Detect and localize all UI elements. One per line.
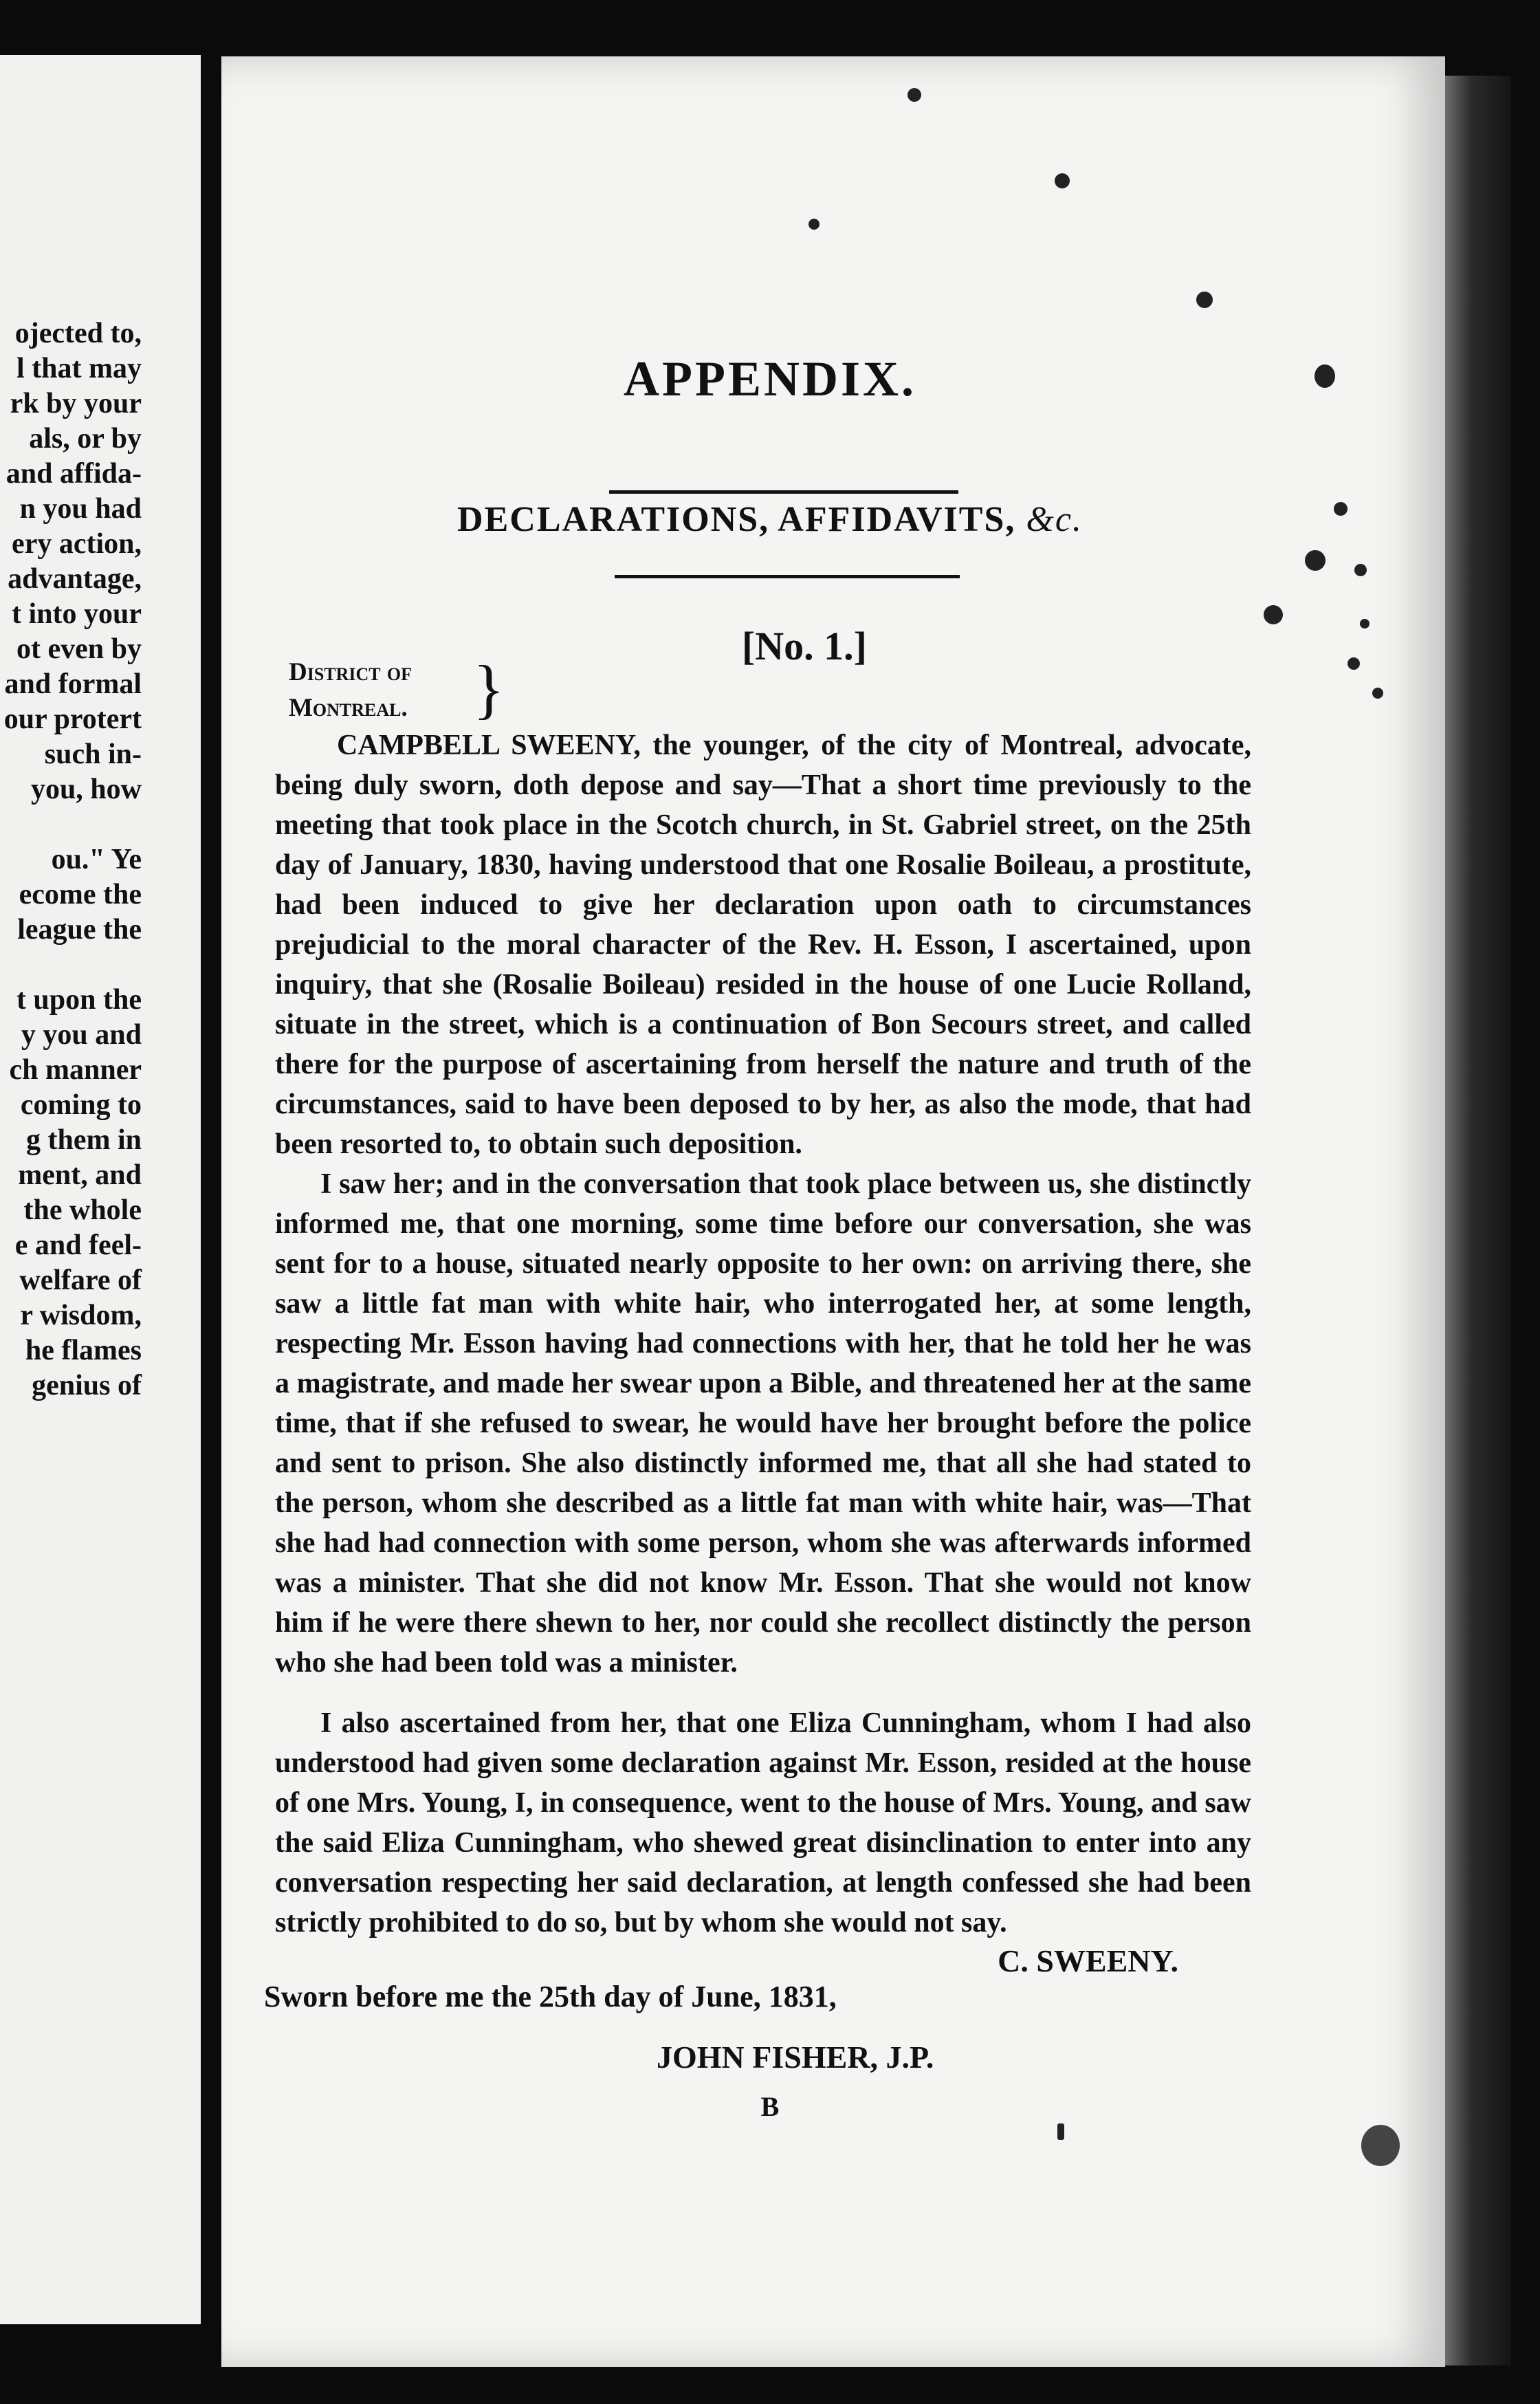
ink-spot	[908, 88, 921, 102]
left-page-line: coming to	[20, 1089, 142, 1121]
ink-spot	[1196, 292, 1213, 308]
left-page-line: he flames	[25, 1335, 142, 1366]
ink-spot	[1354, 564, 1367, 576]
left-page-line: our protert	[3, 703, 142, 735]
left-page-line: genius of	[32, 1370, 142, 1401]
subtitle-text: DECLARATIONS, AFFIDAVITS,	[457, 500, 1016, 539]
left-page-line: t into your	[12, 598, 142, 630]
ink-spot	[1361, 2125, 1400, 2166]
ink-spot	[1372, 688, 1383, 699]
left-page-line: ecome the	[19, 879, 142, 910]
left-page-line	[0, 948, 142, 983]
section-subtitle	[0, 499, 1540, 540]
left-page-line: league the	[17, 914, 142, 946]
left-page-line: rk by your	[10, 388, 142, 419]
left-page-line: ot even by	[16, 633, 142, 665]
ink-spot	[1057, 2123, 1064, 2140]
left-page-text	[0, 316, 142, 1403]
left-page-line: ou." Ye	[51, 844, 142, 875]
deponent-signature: C. SWEENY.	[998, 1943, 1178, 1978]
district-line-2: Montreal.	[289, 694, 408, 722]
left-page-line: and formal	[4, 668, 142, 700]
page-title: APPENDIX.	[624, 351, 916, 406]
left-page-line: r wisdom,	[20, 1300, 142, 1331]
signature-mark: B	[760, 2091, 780, 2122]
declaration-number: [No. 1.]	[741, 624, 867, 668]
left-page-line: l that may	[16, 353, 142, 384]
left-page-line: ment, and	[18, 1159, 142, 1191]
paragraph-2: I saw her; and in the conversation that took place between us, she distinctly informed me, that one morning, some time before our conversation, she was sent for to a house, situated nearly opposite to her own: on arriving there, she saw a little fat man with white hair, who interrogated her, at some length, respecting Mr. Esson having had connections with her, that he told her he was a magistrate, and made her swear upon a Bible, and threatened her at the same time, that if she refused to swear, he would have her brought before the police and sent to prison. She also distinctly informed me, that all she had stated to the person, whom she described as a little fat man with white hair, was—That she had had connection with some person, whom she was afterwards informed was a minister. That she did not know Mr. Esson. That she would not know him if he were there shewn to her, nor could she recollect distinctly the person who she had been told was a minister.	[275, 1168, 1251, 1679]
left-page-line: g them in	[26, 1124, 142, 1156]
ink-spot	[808, 219, 820, 230]
left-page-line: als, or by	[29, 423, 142, 455]
paragraph-3: I also ascertained from her, that one Eliza Cunningham, whom I had also understood had given some declaration against Mr. Esson, resided at the house of one Mrs. Young, I, in consequence, went to the house of Mrs. Young, and saw the said Eliza Cunningham, who shewed great disinclination to enter into any conversation respecting her said declaration, at length confessed she had been strictly prohibited to do so, but by whom she would not say.	[275, 1707, 1251, 1938]
ink-spot	[1055, 173, 1070, 188]
subtitle-etc: &c.	[1026, 500, 1083, 539]
left-page-line: the whole	[23, 1194, 142, 1226]
left-page-line: ch manner	[9, 1054, 142, 1086]
subtitle-rule	[615, 575, 960, 578]
page-edge	[1445, 76, 1511, 2365]
left-page-line: y you and	[21, 1019, 142, 1051]
left-page-line: and affida-	[6, 458, 142, 490]
title-rule	[609, 490, 958, 494]
left-page-line	[0, 807, 142, 842]
left-page-line: e and feel-	[14, 1230, 142, 1261]
left-page-line: ojected to,	[14, 318, 142, 349]
district-line-1: District of	[289, 658, 412, 686]
district-heading	[289, 655, 412, 726]
ink-spot	[1305, 550, 1326, 571]
left-page-line: you, how	[30, 774, 142, 805]
left-page-line: welfare of	[19, 1265, 142, 1296]
left-page-line: ery action,	[12, 528, 142, 560]
paragraph-1: CAMPBELL SWEENY, the younger, of the city of Montreal, advocate, being duly sworn, doth depose and say—That a short time previously to the meeting that took place in the Scotch church, in St. Gabriel street, on the 25th day of January, 1830, having understood that one Rosalie Boileau, a prostitute, had been induced to give her declaration upon oath to circumstances prejudicial to the moral character of the Rev. H. Esson, I ascertained, upon inquiry, that she (Rosalie Boileau) resided in the house of one Lucie Rolland, situate in the street, which is a continuation of Bon Secours street, and called there for the purpose of ascertaining from herself the nature and truth of the circumstances, said to have been deposed to by her, as also the mode, that had been resorted to, to obtain such deposition.	[275, 730, 1251, 1160]
left-page-line: t upon the	[16, 984, 142, 1016]
left-page-line: advantage,	[8, 563, 142, 595]
left-page-line: such in-	[44, 739, 142, 770]
declaration-body	[275, 725, 1251, 1943]
left-page-line: n you had	[19, 493, 142, 525]
justice-signature: JOHN FISHER, J.P.	[657, 2040, 934, 2075]
sworn-statement: Sworn before me the 25th day of June, 1831,	[264, 1980, 837, 2013]
district-brace: }	[473, 652, 505, 725]
ink-spot	[1264, 605, 1283, 624]
